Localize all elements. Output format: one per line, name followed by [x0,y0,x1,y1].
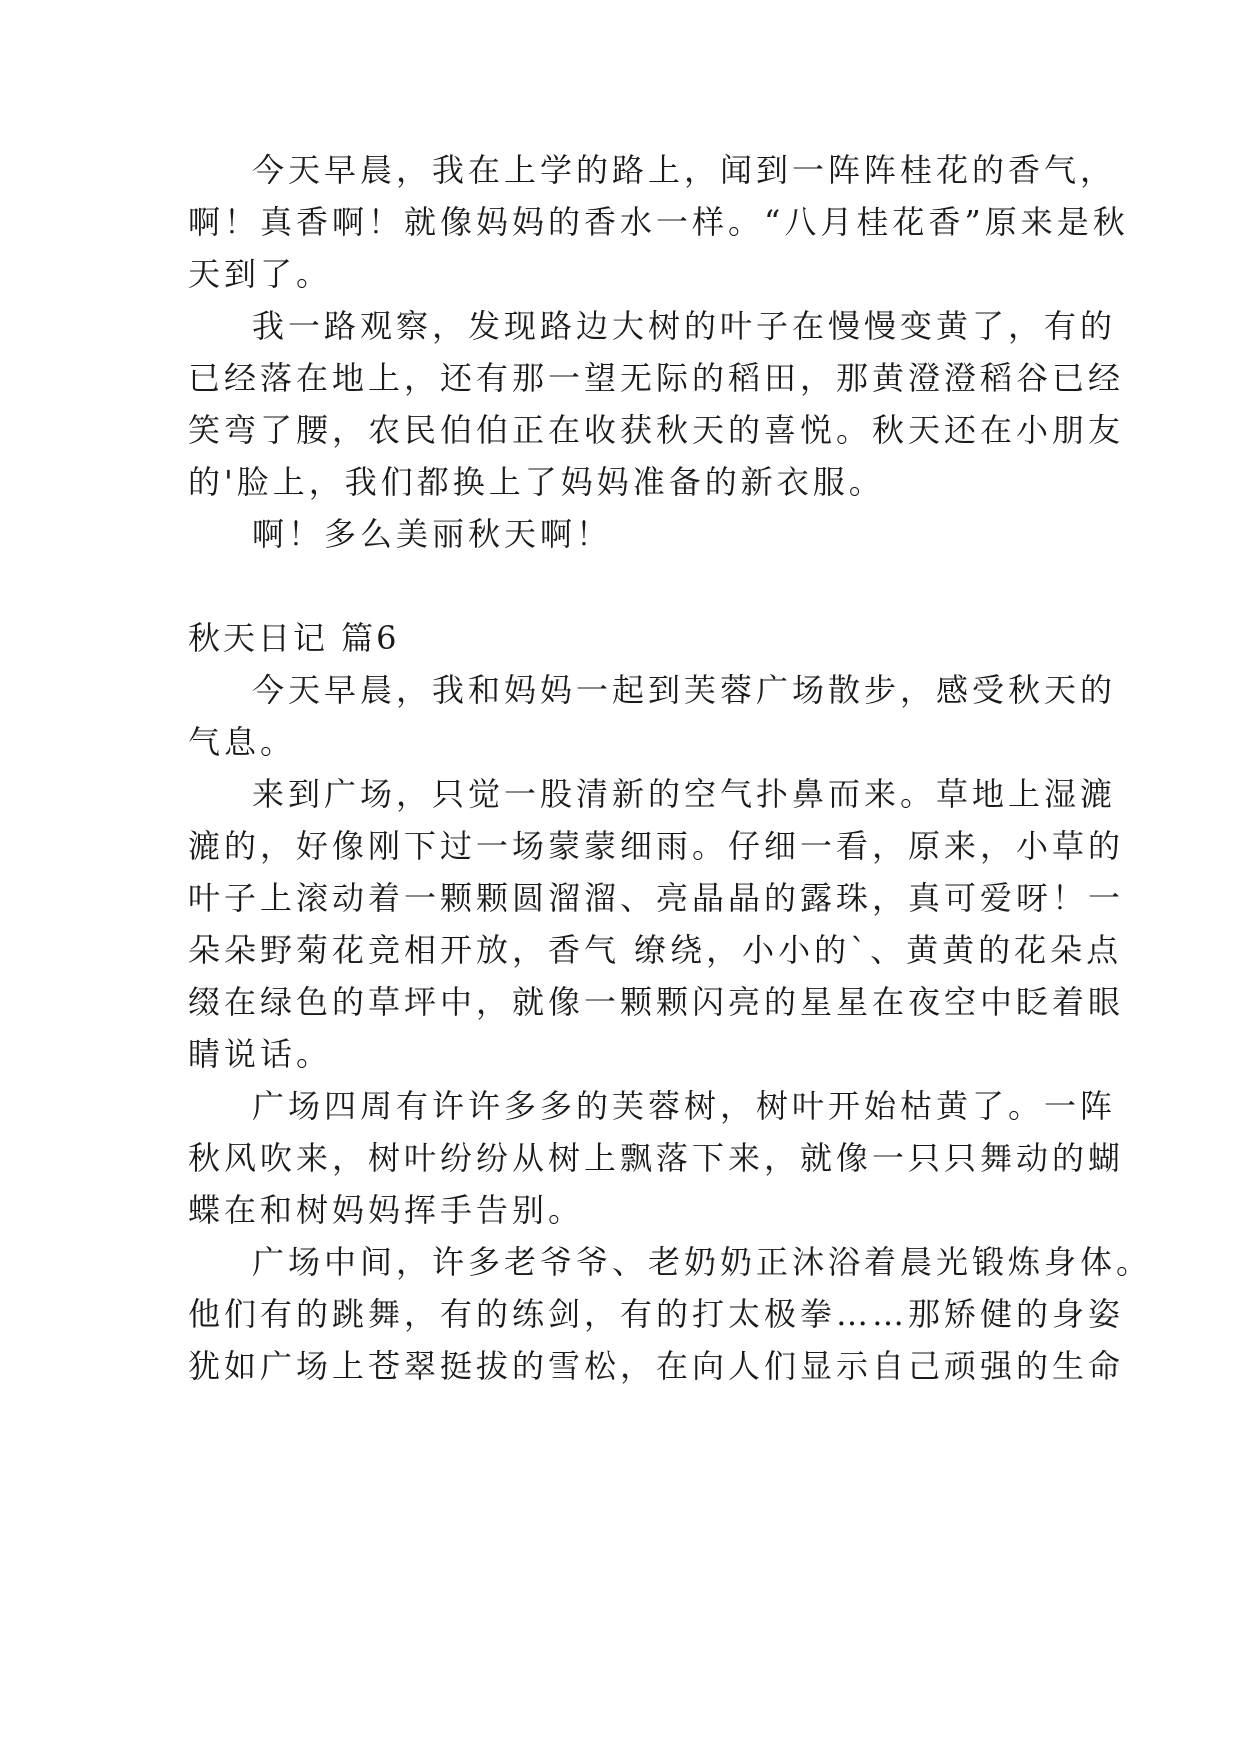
paragraph-line: 天到了。 [188,255,333,293]
paragraph-line: 啊！真香啊！就像妈妈的香水一样。“八月桂花香”原来是秋 [188,203,1129,241]
paragraph-line: 今天早晨，我在上学的路上，闻到一阵阵桂花的香气， [252,151,1117,189]
paragraph-line: 广场中间，许多老爷爷、老奶奶正沐浴着晨光锻炼身体。 [252,1243,1153,1281]
paragraph-line: 缀在绿色的草坪中，就像一颗颗闪亮的星星在夜空中眨着眼 [188,983,1125,1021]
paragraph-line: 睛说话。 [188,1035,333,1073]
paragraph-line: 的'脸上，我们都换上了妈妈准备的新衣服。 [188,463,885,501]
paragraph-line: 笑弯了腰，农民伯伯正在收获秋天的喜悦。秋天还在小朋友 [188,411,1125,449]
paragraph-line: 犹如广场上苍翠挺拔的雪松，在向人们显示自己顽强的生命 [188,1347,1125,1385]
paragraph-line: 啊！多么美丽秋天啊！ [252,515,613,553]
paragraph-line: 广场四周有许许多多的芙蓉树，树叶开始枯黄了。一阵 [252,1087,1117,1125]
paragraph-line: 蝶在和树妈妈挥手告别。 [188,1191,585,1229]
paragraph-line: 来到广场，只觉一股清新的空气扑鼻而来。草地上湿漉 [252,775,1117,813]
paragraph-line: 已经落在地上，还有那一望无际的稻田，那黄澄澄稻谷已经 [188,359,1125,397]
paragraph-line: 叶子上滚动着一颗颗圆溜溜、亮晶晶的露珠，真可爱呀！一 [188,879,1125,917]
paragraph-line: 今天早晨，我和妈妈一起到芙蓉广场散步，感受秋天的 [252,671,1117,709]
paragraph-line: 气息。 [188,723,297,761]
paragraph-line: 我一路观察，发现路边大树的叶子在慢慢变黄了，有的 [252,307,1117,345]
paragraph-line: 秋风吹来，树叶纷纷从树上飘落下来，就像一只只舞动的蝴 [188,1139,1125,1177]
paragraph-line: 他们有的跳舞，有的练剑，有的打太极拳……那矫健的身姿 [188,1295,1125,1333]
section-heading: 秋天日记 篇6 [188,619,400,657]
paragraph-line: 朵朵野菊花竞相开放，香气 缭绕，小小的`、黄黄的花朵点 [188,931,1123,969]
paragraph-line: 漉的，好像刚下过一场蒙蒙细雨。仔细一看，原来，小草的 [188,827,1125,865]
